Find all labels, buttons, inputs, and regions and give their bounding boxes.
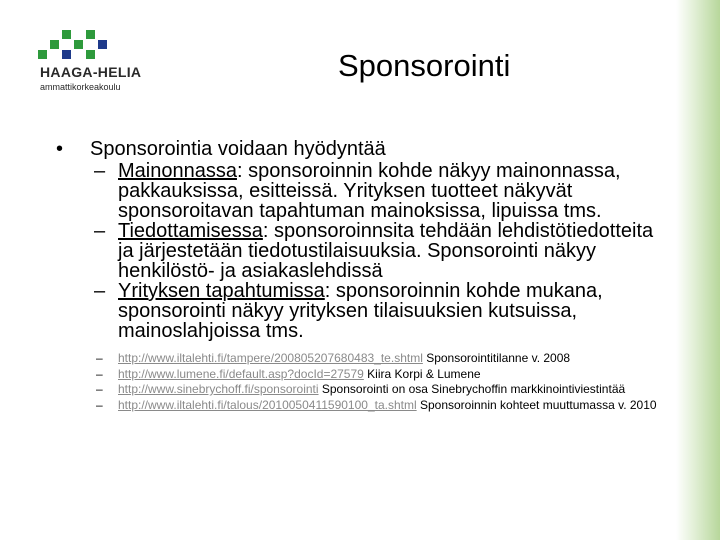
- sub-bullet-term: Mainonnassa: [118, 160, 237, 182]
- sub-bullet-tiedottaminen: [56, 221, 658, 281]
- reference-description: Kiira Korpi & Lumene: [363, 366, 481, 381]
- sub-bullet-term: Tiedottamisessa: [118, 220, 263, 242]
- reference-item: [56, 398, 678, 414]
- dash-icon: –: [96, 382, 103, 396]
- logo-name: HAAGA-HELIA: [40, 64, 142, 80]
- slide-title: Sponsorointi: [338, 48, 511, 83]
- reference-description: Sponsorointi on osa Sinebrychoffin markkinointiviestintää: [318, 382, 626, 396]
- reference-item: [56, 382, 678, 398]
- sub-bullet-text: : sponsoroinnin kohde mukana, sponsorointi näkyy yrityksen tilaisuuksien kutsuissa, mainoslahjoissa tms.: [118, 280, 603, 342]
- logo-subtitle: ammattikorkeakoulu: [40, 82, 121, 92]
- haaga-helia-logo: [38, 30, 208, 92]
- sub-bullet-text: : sponsoroinnsita tehdään lehdistötiedotteita ja järjestetään tiedotustilaisuuksia. Sponsorointi näkyy henkilöstö- ja asiakaslehdissä: [118, 220, 654, 282]
- sub-bullet-tapahtumat: [56, 281, 658, 341]
- main-bullet-text: Sponsorointia voidaan hyödyntää: [90, 138, 386, 160]
- sub-bullet-list: [56, 161, 676, 341]
- dash-icon: –: [96, 351, 103, 365]
- dash-icon: –: [94, 220, 106, 242]
- dash-icon: –: [94, 160, 106, 182]
- reference-link[interactable]: http://www.iltalehti.fi/tampere/200805207680483_te.shtml: [118, 351, 423, 365]
- sub-bullet-mainonta: [56, 161, 658, 221]
- slide-content: [56, 138, 676, 413]
- dash-icon: –: [96, 397, 103, 412]
- reference-link[interactable]: http://www.lumene.fi/default.asp?docId=27579: [118, 366, 364, 381]
- reference-link[interactable]: http://www.iltalehti.fi/talous/2010050411590100_ta.shtml: [118, 397, 417, 412]
- dash-icon: –: [96, 366, 103, 381]
- reference-description: Sponsorointitilanne v. 2008: [422, 351, 571, 365]
- sub-bullet-text: : sponsoroinnin kohde näkyy mainonnassa, pakkauksissa, esitteissä. Yrityksen tuotteet näkyvät sponsoroitavan tapahtuman mainoksissa, lipuissa tms.: [118, 160, 621, 222]
- logo-squares-icon: [38, 30, 118, 60]
- dash-icon: –: [94, 280, 106, 302]
- reference-list: [56, 351, 676, 413]
- reference-item: [56, 367, 678, 383]
- sub-bullet-term: Yrityksen tapahtumissa: [118, 280, 325, 302]
- reference-link[interactable]: http://www.sinebrychoff.fi/sponsorointi: [118, 382, 319, 396]
- decorative-side-band: [676, 0, 720, 540]
- main-bullet: [56, 138, 676, 160]
- reference-item: [56, 351, 678, 367]
- bullet-dot-icon: •: [56, 138, 64, 160]
- reference-description: Sponsoroinnin kohteet muuttumassa v. 2010: [416, 397, 657, 412]
